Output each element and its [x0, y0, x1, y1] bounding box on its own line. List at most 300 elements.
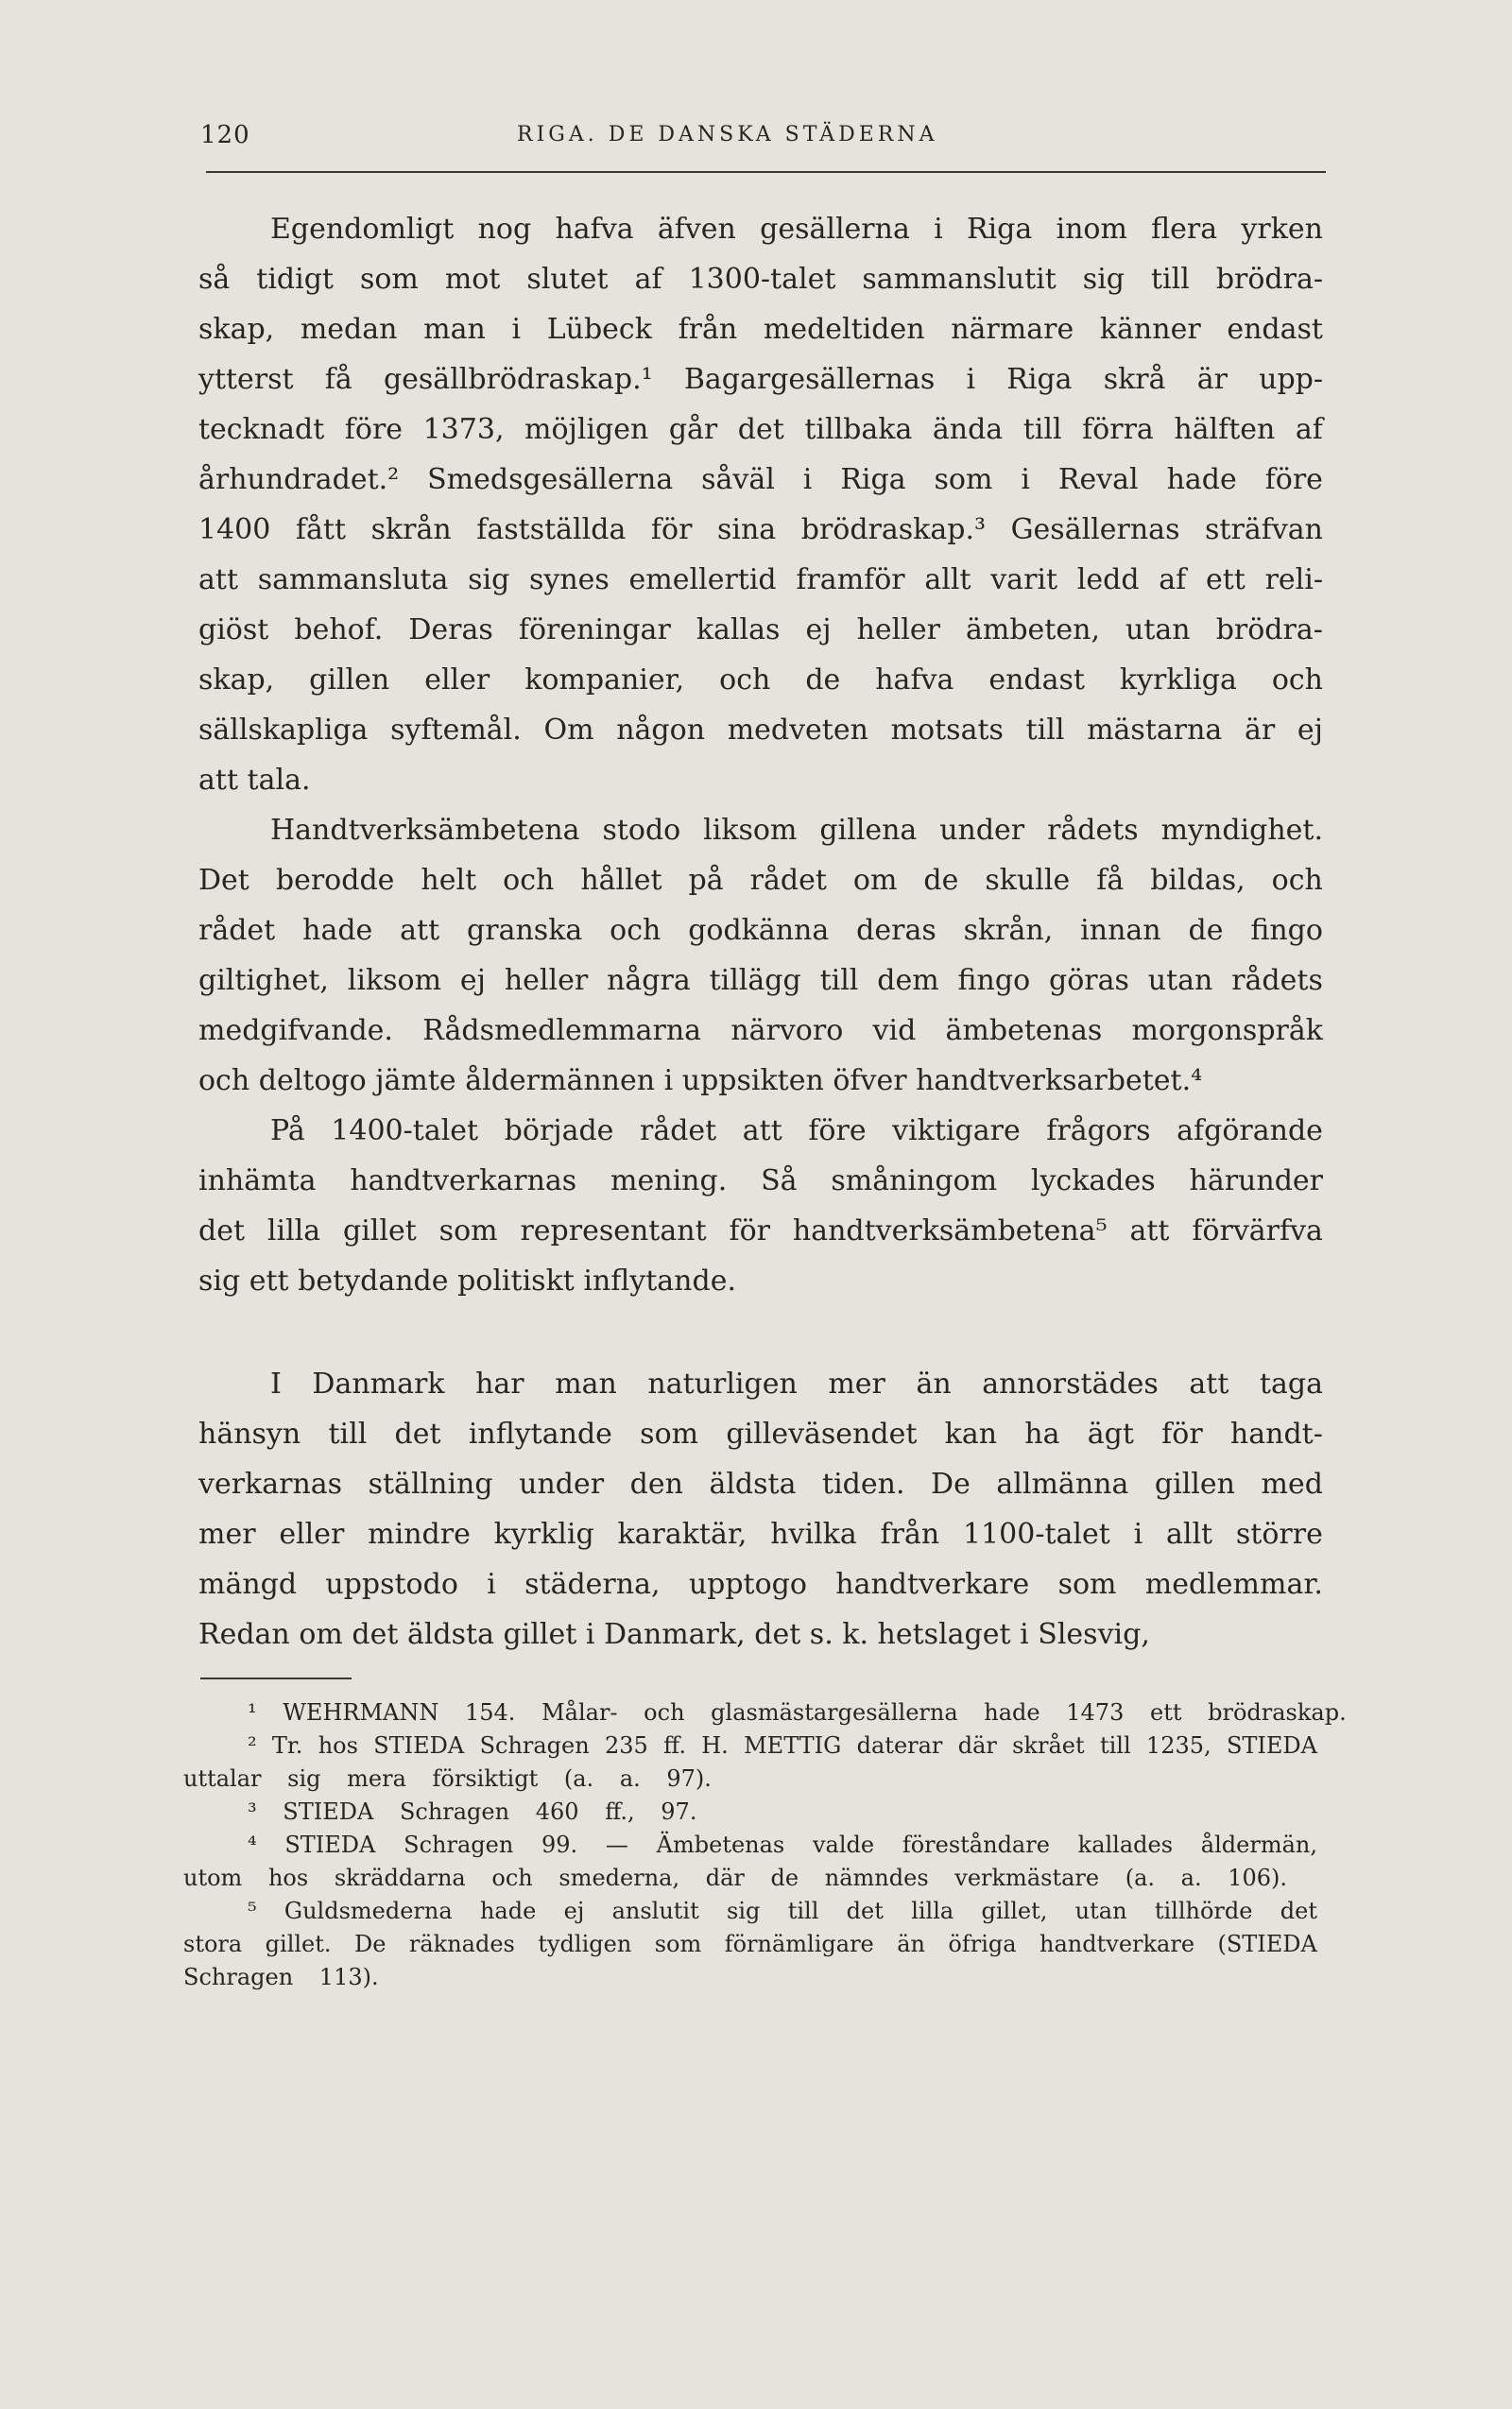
word: inflytande — [468, 1418, 612, 1451]
word: som — [1057, 1568, 1117, 1601]
word: mot — [444, 263, 501, 296]
word: hållet — [580, 864, 662, 897]
word: uppstodo — [325, 1568, 458, 1601]
word: ⁵ — [248, 1898, 257, 1924]
word: endast — [1227, 313, 1323, 346]
word: ¹ — [248, 1699, 257, 1726]
word: I — [270, 1368, 282, 1401]
word: de — [770, 1865, 799, 1891]
word: känner — [1099, 313, 1201, 346]
word: sina — [716, 513, 777, 546]
word: tiden. — [822, 1468, 905, 1501]
text-line — [198, 655, 1323, 705]
word: sig — [727, 1898, 761, 1924]
word: småningom — [831, 1164, 998, 1197]
word: WEHRMANN — [283, 1699, 439, 1726]
footnote-line — [183, 1928, 1317, 1961]
word: går — [668, 413, 718, 446]
word: eller — [424, 663, 490, 697]
word: och — [491, 1865, 533, 1891]
word: motsats — [890, 714, 1004, 747]
word: upptogo — [688, 1568, 807, 1601]
word: hos — [267, 1865, 309, 1891]
word: tidigt — [256, 263, 334, 296]
word: städerna, — [524, 1568, 661, 1601]
word: det — [754, 1618, 801, 1651]
word: gillet, — [981, 1898, 1048, 1924]
word: århundradet.² — [198, 463, 400, 496]
word: 99. — [541, 1832, 578, 1858]
word: mer — [198, 1518, 256, 1551]
word: inflytande. — [583, 1265, 736, 1298]
word: handtverkarnas — [350, 1164, 577, 1197]
word: som — [438, 1214, 498, 1248]
word: närmare — [951, 313, 1074, 346]
word: Slesvig, — [1038, 1618, 1150, 1651]
word: Danmark — [312, 1368, 445, 1401]
word: Danmark, — [604, 1618, 746, 1651]
word: (a. — [563, 1765, 594, 1792]
word: kompanier, — [524, 663, 685, 697]
word: kyrkliga — [1119, 663, 1237, 697]
word: som — [640, 1418, 699, 1451]
word: morgonspråk — [1131, 1014, 1323, 1047]
word: som — [654, 1931, 702, 1957]
word: medveten — [727, 714, 868, 747]
text-line — [198, 1256, 1323, 1306]
word: i — [1021, 463, 1030, 496]
text-line — [198, 1006, 1323, 1056]
word: skrå — [1103, 363, 1166, 396]
word: de — [1188, 914, 1224, 947]
page-header — [200, 121, 1325, 166]
word: 235 — [605, 1732, 648, 1759]
word: tillhörde — [1154, 1898, 1253, 1924]
word: Reval — [1057, 463, 1139, 496]
word: sig — [468, 563, 510, 596]
word: fastställda — [476, 513, 627, 546]
word: sträfvan — [1205, 513, 1323, 546]
word: Schragen — [399, 1798, 510, 1825]
word: af — [1295, 413, 1323, 446]
word: s. — [809, 1618, 833, 1651]
word: med — [1261, 1468, 1323, 1501]
word: 113). — [318, 1964, 379, 1990]
word: gillen — [309, 663, 390, 697]
word: medeltiden — [763, 313, 925, 346]
word: för — [650, 513, 693, 546]
word: någon — [616, 714, 706, 747]
word: större — [1235, 1518, 1323, 1551]
word: karaktär, — [617, 1518, 747, 1551]
word: och — [644, 1699, 685, 1726]
word: hälften — [1174, 413, 1276, 446]
text-line — [198, 755, 1323, 805]
word: öfver — [833, 1064, 907, 1097]
word: hänsyn — [198, 1418, 301, 1451]
word: smederna, — [558, 1865, 680, 1891]
word: tydligen — [538, 1931, 632, 1957]
word: föreståndare — [902, 1832, 1050, 1858]
word: glasmästargesällerna — [711, 1699, 958, 1726]
word: af — [634, 263, 662, 296]
footnote-line — [183, 1796, 1317, 1829]
word: ej — [1297, 714, 1323, 747]
text-line — [198, 1106, 1323, 1156]
word: yrken — [1241, 213, 1323, 246]
word: — — [605, 1832, 628, 1858]
word: ämbeten, — [966, 613, 1100, 646]
word: gilleväsendet — [726, 1418, 918, 1451]
word: få — [1096, 864, 1125, 897]
text-line — [198, 1509, 1323, 1559]
word: afgörande — [1177, 1114, 1323, 1147]
word: mer — [828, 1368, 885, 1401]
word: äldsta — [709, 1468, 797, 1501]
word: lilla — [266, 1214, 321, 1248]
word: äfven — [657, 213, 736, 246]
word: Gesällernas — [1010, 513, 1180, 546]
word: räknades — [408, 1931, 515, 1957]
word: handt- — [1229, 1418, 1323, 1451]
word: utan — [1147, 964, 1213, 997]
word: att — [198, 764, 238, 797]
paragraph — [198, 1106, 1323, 1306]
word: skräddarna — [334, 1865, 466, 1891]
word: till — [1099, 1732, 1131, 1759]
word: under — [519, 1468, 605, 1501]
word: handtverkare — [835, 1568, 1030, 1601]
word: endast — [988, 663, 1085, 697]
word: handtverkare — [1040, 1931, 1195, 1957]
word: kyrklig — [493, 1518, 594, 1551]
text-line — [198, 1559, 1323, 1609]
word: i — [1020, 1618, 1029, 1651]
text-line — [198, 455, 1323, 505]
text-line — [198, 1409, 1323, 1459]
word: a. — [1180, 1865, 1202, 1891]
word: betydande — [298, 1265, 449, 1298]
word: från — [678, 313, 738, 346]
text-line — [198, 204, 1323, 254]
word: ett — [249, 1265, 289, 1298]
footnote-rule — [200, 1678, 352, 1679]
word: rådets — [1047, 814, 1139, 847]
word: i — [511, 313, 522, 346]
paragraph — [198, 1359, 1323, 1660]
word: som — [359, 263, 419, 296]
word: till — [1025, 714, 1065, 747]
word: det — [846, 1898, 884, 1924]
word: tillbaka — [804, 413, 913, 446]
word: hetslaget — [877, 1618, 1011, 1651]
word: nog — [477, 213, 532, 246]
word: viktigare — [892, 1114, 1021, 1147]
word: granska — [467, 914, 583, 947]
word: fingo — [1250, 914, 1323, 947]
word: politiskt — [457, 1265, 575, 1298]
word: Deras — [408, 613, 493, 646]
word: är — [1244, 714, 1276, 747]
word: brödra- — [1215, 613, 1323, 646]
word: 154. — [465, 1699, 516, 1726]
word: Guldsmederna — [284, 1898, 453, 1924]
paragraph — [198, 805, 1323, 1106]
word: föreningar — [518, 613, 671, 646]
word: utom — [183, 1865, 243, 1891]
word: METTIG — [744, 1732, 842, 1759]
word: eller — [279, 1518, 345, 1551]
text-line — [198, 505, 1323, 555]
word: De — [931, 1468, 971, 1501]
word: taga — [1259, 1368, 1323, 1401]
word: rådet — [749, 864, 827, 897]
word: gesällbrödraskap.¹ — [383, 363, 653, 396]
word: skrån — [370, 513, 452, 546]
word: och — [198, 1064, 250, 1097]
word: åldermän, — [1200, 1832, 1317, 1858]
running-title: RIGA. DE DANSKA STÄDERNA — [517, 123, 938, 146]
word: de — [805, 663, 841, 697]
word: äldsta — [406, 1618, 494, 1651]
word: gesällerna — [760, 213, 910, 246]
word: deltogo — [258, 1064, 367, 1097]
word: ff. — [663, 1732, 686, 1759]
footnote-line — [183, 1961, 1317, 1994]
footnote-line — [183, 1862, 1317, 1895]
word: medgifvande. — [198, 1014, 393, 1047]
word: skap, — [198, 663, 275, 697]
word: skrån, — [963, 914, 1054, 947]
word: ⁴ — [248, 1832, 257, 1858]
word: som — [934, 463, 993, 496]
word: ett — [1149, 1699, 1182, 1726]
word: mening. — [610, 1164, 728, 1197]
word: Egendomligt — [270, 213, 455, 246]
footnote-line — [183, 1895, 1317, 1928]
word: för — [729, 1214, 770, 1248]
word: allt — [924, 563, 971, 596]
word: Så — [761, 1164, 798, 1197]
word: liksom — [703, 814, 798, 847]
text-line — [198, 605, 1323, 655]
word: i — [1133, 1518, 1143, 1551]
word: 1400-talet — [331, 1114, 479, 1147]
word: uppsikten — [681, 1064, 824, 1097]
word: i — [966, 363, 976, 396]
word: skrået — [1012, 1732, 1085, 1759]
word: ² — [248, 1732, 257, 1759]
word: ³ — [248, 1798, 257, 1825]
word: om — [852, 864, 898, 897]
word: STIEDA — [283, 1798, 374, 1825]
word: annorstädes — [982, 1368, 1159, 1401]
word: Det — [198, 864, 249, 897]
word: reli- — [1264, 563, 1323, 596]
word: hade — [302, 914, 373, 947]
word: gillet — [503, 1618, 577, 1651]
word: på — [688, 864, 724, 897]
word: sig — [1082, 263, 1125, 296]
word: och — [719, 663, 771, 697]
word: uttalar — [183, 1765, 262, 1792]
word: skulle — [985, 864, 1071, 897]
footnotes — [183, 1696, 1347, 1994]
word: gillena — [819, 814, 918, 847]
word: dem — [877, 964, 939, 997]
word: STIEDA — [373, 1732, 465, 1759]
word: frågors — [1046, 1114, 1151, 1147]
word: 97. — [661, 1798, 697, 1825]
word: för — [1161, 1418, 1203, 1451]
word: kallas — [696, 613, 781, 646]
word: godkänna — [688, 914, 830, 947]
word: 97). — [666, 1765, 712, 1792]
word: ff., — [605, 1798, 635, 1825]
word: ytterst — [198, 363, 294, 396]
word: nämndes — [824, 1865, 929, 1891]
word: hafva — [555, 213, 634, 246]
word: rådets — [1231, 964, 1323, 997]
word: några — [607, 964, 691, 997]
word: emellertid — [628, 563, 777, 596]
word: a. — [619, 1765, 641, 1792]
word: och — [503, 864, 555, 897]
word: i — [802, 463, 813, 496]
word: 1235, — [1145, 1732, 1211, 1759]
word: STIEDA — [1226, 1732, 1317, 1759]
word: Schragen — [479, 1732, 590, 1759]
word: flera — [1151, 213, 1218, 246]
word: daterar — [856, 1732, 943, 1759]
word: tillägg — [709, 964, 801, 997]
word: sammanslutit — [862, 263, 1057, 296]
word: ställning — [368, 1468, 493, 1501]
word: och — [610, 914, 662, 947]
word: det — [198, 1214, 246, 1248]
word: till — [328, 1418, 368, 1451]
text-line — [198, 705, 1323, 755]
word: heller — [856, 613, 940, 646]
word: de — [923, 864, 959, 897]
word: framför — [796, 563, 905, 596]
word: synes — [529, 563, 610, 596]
word: att — [742, 1114, 782, 1147]
word: ända — [932, 413, 1004, 446]
word: i — [663, 1064, 674, 1097]
word: rådet — [198, 914, 276, 947]
word: utan — [1125, 613, 1191, 646]
word: och — [1271, 663, 1323, 697]
word: varit — [990, 563, 1058, 596]
word: verkarnas — [198, 1468, 343, 1501]
text-line — [198, 1056, 1323, 1106]
word: där — [705, 1865, 745, 1891]
word: utan — [1074, 1898, 1127, 1924]
text-line — [198, 955, 1323, 1006]
word: förra — [1082, 413, 1154, 446]
word: till — [1150, 263, 1190, 296]
word: stora — [183, 1931, 243, 1957]
word: före — [808, 1114, 867, 1147]
word: öfriga — [948, 1931, 1017, 1957]
word: förvärfva — [1192, 1214, 1323, 1248]
word: att — [400, 914, 440, 947]
word: började — [504, 1114, 614, 1147]
word: hade — [1166, 463, 1237, 496]
word: berodde — [275, 864, 395, 897]
word: verkmästare — [954, 1865, 1100, 1891]
word: till — [1022, 413, 1062, 446]
word: ej — [805, 613, 832, 646]
word: skap, — [198, 313, 275, 346]
word: Ämbetenas — [656, 1832, 785, 1858]
text-line — [198, 1156, 1323, 1206]
word: Riga — [966, 213, 1033, 246]
word: medlemmar. — [1144, 1568, 1323, 1601]
word: få — [324, 363, 352, 396]
word: gillen — [1154, 1468, 1235, 1501]
word: Smedsgesällerna — [427, 463, 674, 496]
word: hade — [984, 1699, 1040, 1726]
word: deras — [856, 914, 936, 947]
word: handtverksämbetena⁵ — [792, 1214, 1108, 1248]
word: mindre — [368, 1518, 471, 1551]
word: sig — [287, 1765, 321, 1792]
word: så — [198, 263, 231, 296]
footnote-line — [183, 1829, 1317, 1862]
word: försiktigt — [432, 1765, 539, 1792]
text-line — [198, 1609, 1323, 1660]
word: 1373, — [422, 413, 505, 446]
header-rule — [206, 171, 1326, 173]
word: om — [299, 1618, 343, 1651]
word: 1473 — [1066, 1699, 1125, 1726]
word: H. — [701, 1732, 729, 1759]
word: innan — [1080, 914, 1161, 947]
word: möjligen — [524, 413, 649, 446]
word: tala. — [247, 764, 311, 797]
word: till — [787, 1898, 819, 1924]
word: än — [897, 1931, 925, 1957]
word: valde — [812, 1832, 875, 1858]
word: Redan — [198, 1618, 290, 1651]
word: man — [423, 313, 486, 346]
word: såväl — [701, 463, 775, 496]
word: behof. — [294, 613, 384, 646]
paragraph — [198, 204, 1323, 805]
word: den — [629, 1468, 683, 1501]
word: k. — [842, 1618, 868, 1651]
word: fingo — [957, 964, 1031, 997]
word: mera — [347, 1765, 406, 1792]
word: att — [1189, 1368, 1229, 1401]
text-line — [198, 555, 1323, 605]
word: i — [585, 1618, 595, 1651]
page-number: 120 — [200, 121, 250, 149]
word: än — [916, 1368, 952, 1401]
footnote-line — [183, 1696, 1347, 1729]
word: Om — [543, 714, 594, 747]
word: STIEDA — [284, 1832, 376, 1858]
word: af — [1159, 563, 1187, 596]
word: Riga — [1006, 363, 1073, 396]
word: mästarna — [1087, 714, 1223, 747]
word: inhämta — [198, 1164, 317, 1197]
word: före — [344, 413, 404, 446]
word: rådet — [639, 1114, 717, 1147]
word: i — [934, 213, 943, 246]
